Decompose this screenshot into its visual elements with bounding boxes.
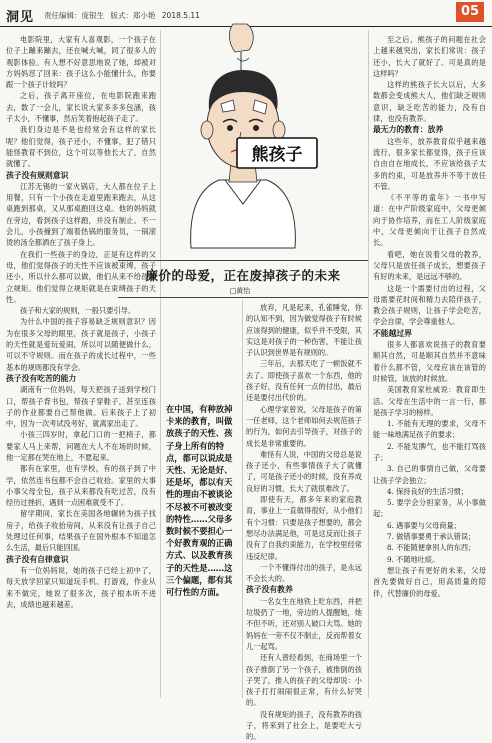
paragraph: 想让孩子有更好的未来，父母首先要做好自己，用高质量的陪伴，代替廉价的母爱。 <box>373 565 486 598</box>
section-heading: 孩子没有教养 <box>246 585 293 595</box>
paragraph: 5. 要学会分担家务，从小事做起； <box>373 498 486 519</box>
paragraph: 4. 保持良好的生活习惯； <box>387 486 469 496</box>
paragraph: 小孩三四岁时，拿起门口的一把椅子，都要家人马上来帮，问题在大人不在场的时候，他一定都在哭在地上，不愿起来。 <box>6 430 156 462</box>
paragraph: 这些年，放养教育似乎越来越流行，很多家长都觉得，孩子应该自由自在地成长，不应该给孩子太多的约束，可是放养并不等于放任不管。 <box>373 136 486 191</box>
paragraph: 没有规矩的孩子，没有教养的孩子，将来到了社会上，是要吃大亏的。 <box>246 709 362 742</box>
column-right <box>373 34 486 699</box>
article-title: 廉价的母爱，正在废掉孩子的未来 <box>145 268 341 283</box>
paragraph: 3. 自己的事情自己做，父母要让孩子学会独立； <box>373 464 486 485</box>
paragraph: 2. 不能发脾气，也不能打骂孩子； <box>373 441 486 462</box>
section-heading: 孩子没有吃苦的能力 <box>6 373 77 383</box>
layout-credit: 版式：郑小艳 <box>110 11 156 20</box>
label-sign <box>237 138 317 168</box>
paragraph: 为什么中国的孩子容易缺乏规则意识？因为在很多父母的眼里，孩子就是孩子，小孩子的天性就是爱玩爱闹，所以可以随便做什么，可以不守规则。而在孩子的成长过程中，一些基本的规则都没有学会。 <box>6 317 156 372</box>
paragraph: 至之后，熊孩子的问题在社会上越来越突出，家长们常说：孩子还小，长大了就好了。可是真的是这样吗？ <box>373 35 486 78</box>
section-heading: 不能越过界 <box>373 328 412 338</box>
paragraph: 一名女生在地铁上吃东西，并把垃圾扔了一地，旁边的人提醒她，她不但不听，还对别人破口大骂。她的妈妈在一旁不仅不制止，反而帮着女儿一起骂。 <box>246 596 362 651</box>
paragraph: 这样的熊孩子长大以后，大多数都会变成熊大人，他们缺乏规则意识，缺乏吃苦的能力，没有自律，也没有教养。 <box>373 80 486 124</box>
column-divider <box>242 300 243 698</box>
paragraph: 7. 做错事要勇于承认错误； <box>387 532 476 542</box>
paragraph: 有一位妈妈说，她的孩子已经上初中了，每天放学回家只知道玩手机、打游戏，作业从来不做完，她说了很多次，孩子根本听不进去，成绩也越来越差。 <box>6 565 156 609</box>
paragraph: 之后，孩子离开座位，在电影院跑来跑去，数了一会儿，家长说大家多多多包涵，孩子太小，不懂事，然后笑着抱起孩子走了。 <box>6 91 156 124</box>
paragraph: 电影院里，大家有人喜观影，一个孩子在位子上蹦来蹦去，还在喊大喊，同了很多人的观影体验。有人想不好意思地说了她，却被对方妈妈怼了回来：孩子这么小能懂什么，你要跟一个孩子计较吗？ <box>6 35 156 90</box>
paragraph: 在我们一些孩子的身边，正是有这样的父母，他们觉得孩子的天性不应该被束缚，孩子还小，所以什么都可以做，他们从来不给孩子立规矩。他们觉得立规矩就是在束缚孩子的天性。 <box>6 249 156 304</box>
paragraph: 1. 不能有无理的要求，父母不能一味地满足孩子的要求； <box>373 419 486 440</box>
paragraph: 看吧，她在说着父母的教养，父母只是放任孩子成长，想要孩子有好的未来，是远远不够的。 <box>373 249 486 282</box>
paragraph: 留学期间，家长在美国各地辗转为孩子找房子，给孩子收拾房间，从来没有让孩子自己处理过任何事，结果孩子在国外根本不知道怎么生活，最后只能回国。 <box>6 509 156 553</box>
paragraph: 8. 不能随便拿别人的东西； <box>387 543 476 553</box>
section-heading: 孩子没有规则意识 <box>6 170 69 180</box>
paragraph: 《不平等的童年》一书中写道：在中产阶级家庭中，父母更倾向于协作培养，而在工人阶级家庭中，父母更倾向于让孩子自然成长。 <box>373 193 486 248</box>
section-heading: 孩子没有自律意识 <box>6 554 69 564</box>
pull-quote: 在中国，有种放掉卡来的教育，叫做放孩子的天性、孩子身上所有的特点，都可以说成是天性、无论是好、还是坏，都以有天性的理由不被谈论不尽被不可被改变的特性……父母多数时候不要担心一个好教育观的正确方式、以及教育孩子的天性是……这三个偏题，都有其可行性的方面。 <box>166 404 233 598</box>
paragraph: 美国教育家杜威说：教育即生活。父母在生活中的一言一行，都是孩子学习的榜样。 <box>373 385 486 417</box>
boy-illustration <box>163 18 323 248</box>
illustration-label: 熊孩子 <box>251 145 303 165</box>
column-divider <box>160 30 161 698</box>
page-number-badge: 05 <box>456 2 484 22</box>
paragraph: 6. 遇事要与父母商量； <box>387 520 461 530</box>
issue-date: 2018.5.11 <box>161 11 200 20</box>
paragraph: 很多人都喜欢说孩子的教育要顺其自然，可是顺其自然并不意味着什么都不管，父母应该在该管的时候管，该放的时候放。 <box>373 340 486 383</box>
paragraph: 心理学家曾说，父母是孩子的第一任老师，这个老师如何去规范孩子的行为，如何去引导孩子，对孩子的成长是非常重要的。 <box>246 404 362 448</box>
paragraph: 9. 不随地吐痰。 <box>387 554 440 564</box>
section-name: 洞见 <box>6 10 35 25</box>
paragraph: 一个不懂得付出的孩子，是永远不会长大的。 <box>246 562 362 584</box>
paragraph: 湖南有一位妈妈，每天把孩子送到学校门口，帮孩子背书包，帮孩子穿鞋子，甚至连孩子的作业都要自己帮他做。后来孩子上了初中，因为一次考试没考好，就离家出走了。 <box>6 385 156 429</box>
paragraph: 都有在家里，也有学校，有的孩子到了中学，依然连书包都不会自己收拾。家里的大事小事父母全包，孩子从来都没有吃过苦，没有经历过挫折，遇到一点困难就受不了。 <box>6 464 156 508</box>
byline: □黄怡 <box>229 287 251 295</box>
paragraph: 江苏无锡的一家火锅店，大人都在位子上用餐，只有一个小孩在走道里跑来跑去，从这桌跑到那桌，又从那桌跑回这桌。他的妈妈就在旁边，看到孩子这样跑，并没有制止。不一会儿，小孩撞到了端着热锅的服务员，一锅滚烫的汤全都洒在了孩子身上。 <box>6 181 156 248</box>
section-heading: 最无力的教育：放养 <box>373 125 444 135</box>
column-middle <box>246 302 362 742</box>
paragraph: 三年后，去那天吃了一顿饭就不去了。即使孩子喜欢一个东西，他的孩子好，没有任何一点的付出，最后还是要付出代价的。 <box>246 359 362 403</box>
paragraph: 我们身边是不是也经常会有这样的家长呢？他们觉得，孩子还小，不懂事，犯了错只能怪教育不到位，这个可以等他长大了，自然就懂了。 <box>6 125 156 169</box>
editor-credit: 责任编辑：庞银生 <box>44 11 104 20</box>
title-bottom-rule <box>118 297 368 298</box>
paragraph: 即使有天，都多年来的家庭教育，事业上一直做得很好，从小他们有个习惯：只要是孩子想要的，都会想尽办法满足他，可是这反而让孩子没有了自我约束能力，在学校里经常违反纪律。 <box>246 495 362 561</box>
paragraph: 这是一个需要付出的过程，父母需要花时间和精力去陪伴孩子，教会孩子规则，让孩子学会吃苦，学会自律，学会尊重他人。 <box>373 283 486 327</box>
paragraph: 难怪有人说，中国的父母总是说孩子还小，有些事情孩子大了就懂了，可是孩子还小的时候，没有养成良好的习惯，长大了就很难改了。 <box>246 449 362 493</box>
paragraph: 放弃，凡是起来，孔雀睡觉，你的认知不到，因为做觉得孩子有时候应该得到的健康，似乎并不受限，其实这是对孩子的一种伤害，不能让孩子认识到世界是有规则的。 <box>246 303 362 358</box>
paragraph: 孩子和大家的规则，一般只要引导。 <box>20 306 136 316</box>
column-divider <box>368 30 369 698</box>
title-top-rule <box>118 260 368 261</box>
column-left <box>6 34 156 699</box>
paragraph: 还有人曾经看到，在商场里一个孩子推倒了另一个孩子，被推倒的孩子哭了，推人的孩子的父母却说：小孩子打打闹闹很正常，有什么好哭的。 <box>246 653 362 708</box>
